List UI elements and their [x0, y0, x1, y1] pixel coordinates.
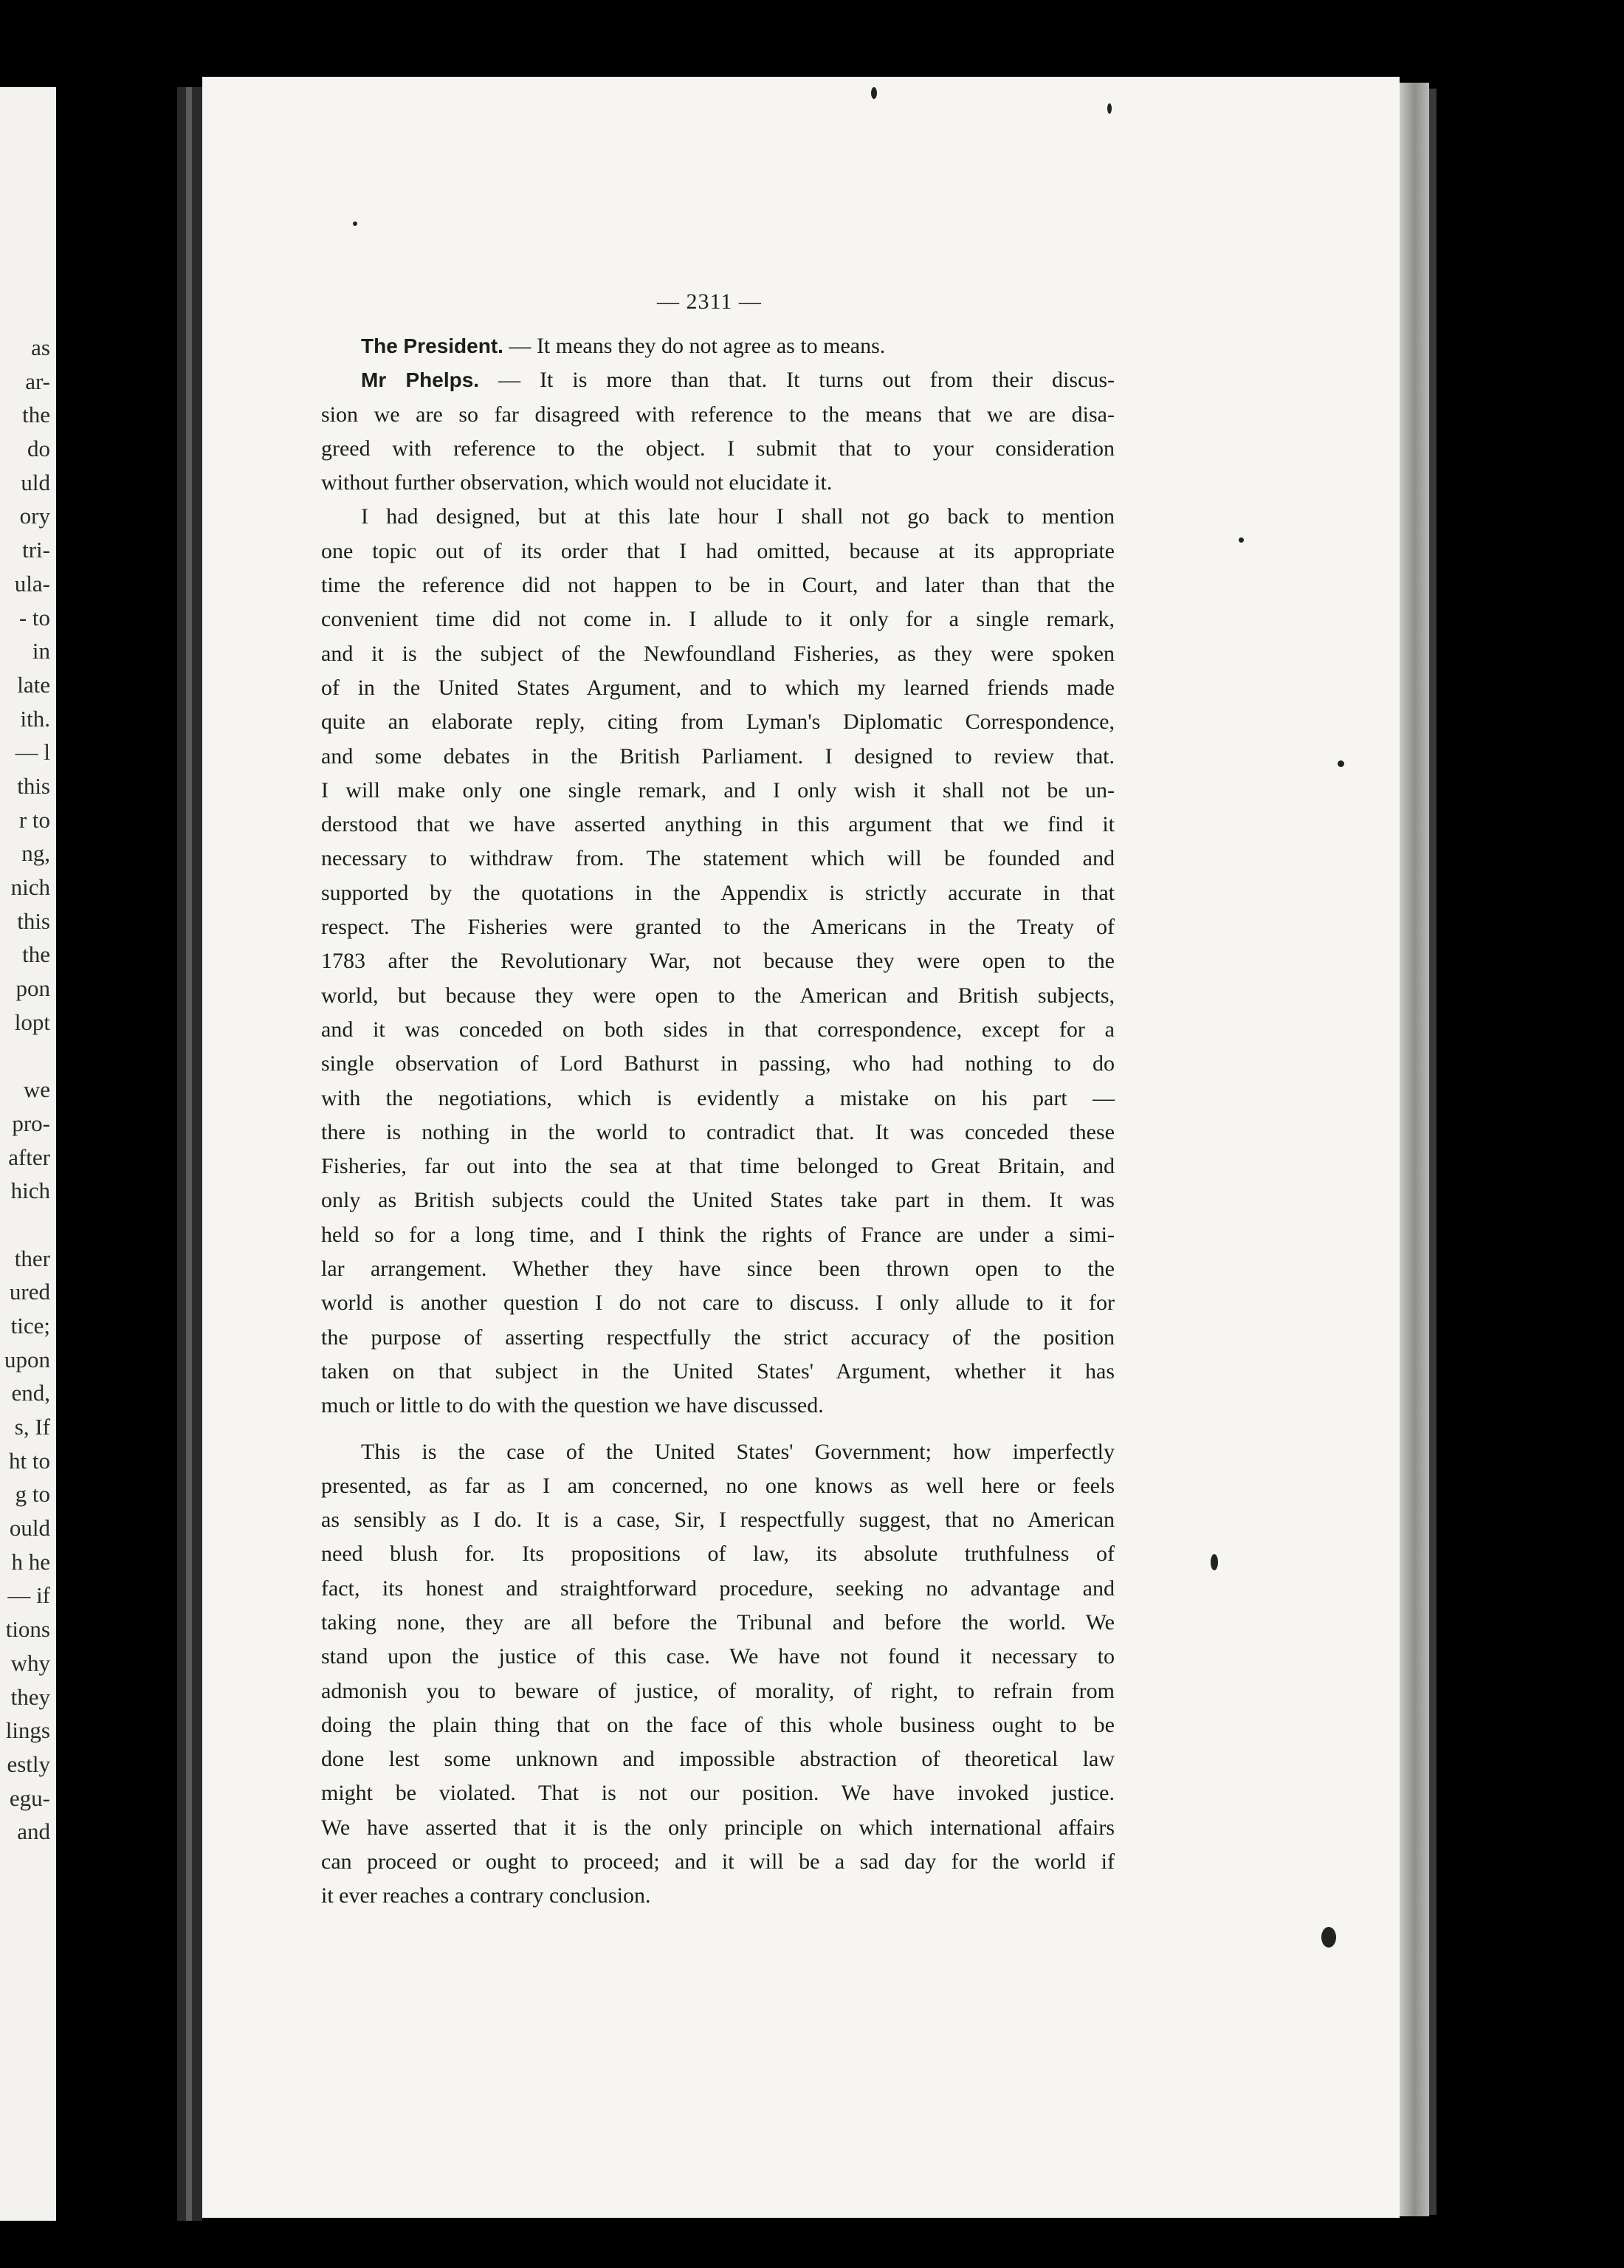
text-line: and it was conceded on both sides in that correspondence, except for a: [321, 1017, 1115, 1042]
body-text: [321, 329, 1115, 1914]
text-line: the purpose of asserting respectfully the strict accuracy of the position: [321, 1324, 1115, 1350]
text-line: held so for a long time, and I think the rights of France are under a simi-: [321, 1222, 1115, 1247]
text-line: quite an elaborate reply, citing from Lyman's Diplomatic Correspondence,: [321, 709, 1115, 735]
facing-page-fragment: estly: [7, 1750, 50, 1777]
facing-page-fragment: lings: [5, 1717, 50, 1744]
facing-page-fragment: they: [10, 1683, 50, 1710]
text-line: derstood that we have asserted anything in this argument that we find it: [321, 812, 1115, 837]
facing-page-fragment: egu-: [9, 1784, 50, 1811]
text-line: world is another question I do not care to discuss. I only allude to it for: [321, 1291, 1115, 1316]
text-line: doing the plain thing that on the face of this whole business ought to be: [321, 1712, 1115, 1737]
text-line: convenient time did not come in. I allude to it only for a single remark,: [321, 607, 1115, 632]
facing-page-fragment: and: [17, 1818, 50, 1845]
facing-page-fragment: ar-: [25, 368, 50, 394]
text-line: greed with reference to the object. I submit that to your consideration: [321, 436, 1115, 461]
text-line: admonish you to beware of justice, of morality, of right, to refrain from: [321, 1678, 1115, 1703]
text-line: We have asserted that it is the only principle on which international affairs: [321, 1815, 1115, 1840]
text-line: done lest some unknown and impossible abstraction of theoretical law: [321, 1747, 1115, 1772]
text-line: fact, its honest and straightforward procedure, seeking no advantage and: [321, 1575, 1115, 1601]
text-line: as sensibly as I do. It is a case, Sir, I respectfully suggest, that no American: [321, 1508, 1115, 1533]
page-edge-stack: [1400, 83, 1429, 2216]
text-line: world, but because they were open to the American and British subjects,: [321, 983, 1115, 1008]
text-line: This is the case of the United States' Government; how imperfectly: [361, 1439, 1115, 1464]
text-line: and some debates in the British Parliament. I designed to review that.: [321, 743, 1115, 769]
text-line: can proceed or ought to proceed; and it will be a sad day for the world if: [321, 1849, 1115, 1874]
facing-page-fragment: g to: [15, 1481, 50, 1508]
facing-page-fragment: tions: [5, 1616, 50, 1643]
text-line: taking none, they are all before the Tribunal and before the world. We: [321, 1609, 1115, 1635]
facing-page-fragment: ht to: [9, 1447, 50, 1474]
facing-page-fragment: ith.: [20, 705, 50, 732]
text-line: only as British subjects could the United States take part in them. It was: [321, 1188, 1115, 1213]
text-line: lar arrangement. Whether they have since been thrown open to the: [321, 1257, 1115, 1282]
text-line: of in the United States Argument, and to which my learned friends made: [321, 675, 1115, 700]
text-line: without further observation, which would not elucidate it.: [321, 470, 833, 495]
facing-page-fragment: pon: [16, 975, 50, 1002]
facing-page-fragment: upon: [4, 1346, 50, 1372]
text-line: one topic out of its order that I had omitted, because at its appropriate: [321, 538, 1115, 563]
facing-page-fragment: in: [32, 638, 50, 664]
text-line: sion we are so far disagreed with reference to the means that we are disa-: [321, 402, 1115, 427]
facing-page-fragment: ured: [9, 1279, 50, 1305]
facing-page-fragment: nich: [10, 874, 50, 900]
facing-page-fragment: ther: [14, 1245, 50, 1271]
facing-page-fragment: after: [8, 1144, 50, 1170]
scan-speck: [1107, 103, 1112, 114]
facing-page-fragment: as: [31, 334, 50, 360]
page-edge-shadow: [1429, 89, 1437, 2215]
facing-page-fragment: s, If: [14, 1414, 50, 1440]
scan-speck: [1239, 537, 1244, 543]
text-line: I will make only one single remark, and I only wish it shall not be un-: [321, 777, 1115, 803]
text-line: with the negotiations, which is evidently a mistake on his part —: [321, 1085, 1115, 1110]
text-line: respect. The Fisheries were granted to the Americans in the Treaty of: [321, 915, 1115, 940]
text-line: Mr Phelps. — It is more than that. It turns out from their discus-: [361, 368, 1115, 393]
facing-page-fragment: ng,: [21, 840, 50, 867]
gutter-shadow: [186, 87, 192, 2221]
facing-page-fragment: r to: [18, 806, 50, 833]
facing-page-edge: [0, 87, 56, 2221]
facing-page-fragment: uld: [21, 469, 50, 495]
facing-page-fragment: - to: [18, 604, 50, 630]
facing-page-fragment: the: [22, 402, 50, 428]
facing-page-fragment: hich: [10, 1178, 50, 1204]
facing-page-fragment: do: [27, 436, 50, 462]
paragraph-president: [321, 329, 1115, 363]
text-line: single observation of Lord Bathurst in passing, who had nothing to do: [321, 1051, 1115, 1076]
text-line: might be violated. That is not our position. We have invoked justice.: [321, 1781, 1115, 1806]
facing-page-fragment: this: [17, 907, 50, 934]
page-number: — 2311 —: [657, 289, 762, 314]
text-line: 1783 after the Revolutionary War, not because they were open to the: [321, 949, 1115, 974]
facing-page-fragment: tice;: [10, 1312, 50, 1339]
paragraph-fisheries: [321, 500, 1115, 1423]
scan-speck: [871, 87, 877, 99]
facing-page-fragment: late: [17, 671, 50, 698]
text-line: taken on that subject in the United States' Argument, whether it has: [321, 1358, 1115, 1384]
text-line: there is nothing in the world to contradict that. It was conceded these: [321, 1119, 1115, 1144]
facing-page-fragment: ould: [9, 1515, 50, 1542]
facing-page-fragment: [4, 1039, 50, 1073]
facing-page-fragment: we: [23, 1076, 50, 1103]
facing-page-fragment: — l: [15, 739, 50, 766]
text-line: Fisheries, far out into the sea at that time belonged to Great Britain, and: [321, 1154, 1115, 1179]
facing-page-fragment: h he: [11, 1548, 50, 1575]
facing-page-fragment: end,: [11, 1380, 50, 1406]
facing-page-fragment: ula-: [14, 570, 50, 597]
paragraph-phelps: [321, 363, 1115, 500]
scan-speck: [353, 221, 357, 226]
paragraph-closing: [321, 1435, 1115, 1914]
facing-page-fragment: ory: [19, 503, 50, 529]
facing-page-fragment: pro-: [12, 1110, 50, 1136]
text-line: need blush for. Its propositions of law, its absolute truthfulness of: [321, 1542, 1115, 1567]
facing-page-text: [4, 331, 50, 1849]
facing-page-fragment: why: [10, 1649, 50, 1676]
text-line: it ever reaches a contrary conclusion.: [321, 1883, 651, 1908]
scan-speck: [1211, 1554, 1218, 1570]
facing-page-fragment: the: [22, 941, 50, 968]
text-line: stand upon the justice of this case. We have not found it necessary to: [321, 1644, 1115, 1669]
text-line: and it is the subject of the Newfoundland Fisheries, as they were spoken: [321, 641, 1115, 666]
facing-page-fragment: — if: [7, 1582, 50, 1609]
facing-page-fragment: [4, 1208, 50, 1242]
scan-speck: [1338, 760, 1344, 767]
text-line: necessary to withdraw from. The statement which will be founded and: [321, 846, 1115, 871]
text-line: much or little to do with the question we have discussed.: [321, 1393, 824, 1418]
speaker-name: Mr Phelps.: [361, 368, 480, 392]
facing-page-fragment: this: [17, 772, 50, 799]
text-line: time the reference did not happen to be in Court, and later than that the: [321, 573, 1115, 598]
text-line: The President. — It means they do not agree as to means.: [361, 334, 886, 358]
speaker-name: The President.: [361, 334, 503, 357]
scan-speck: [1321, 1927, 1336, 1948]
text-line: supported by the quotations in the Appendix is strictly accurate in that: [321, 880, 1115, 905]
text-line: presented, as far as I am concerned, no one knows as well here or feels: [321, 1473, 1115, 1498]
text-line: I had designed, but at this late hour I shall not go back to mention: [361, 504, 1115, 529]
facing-page-fragment: lopt: [14, 1008, 50, 1035]
facing-page-fragment: tri-: [22, 537, 50, 563]
